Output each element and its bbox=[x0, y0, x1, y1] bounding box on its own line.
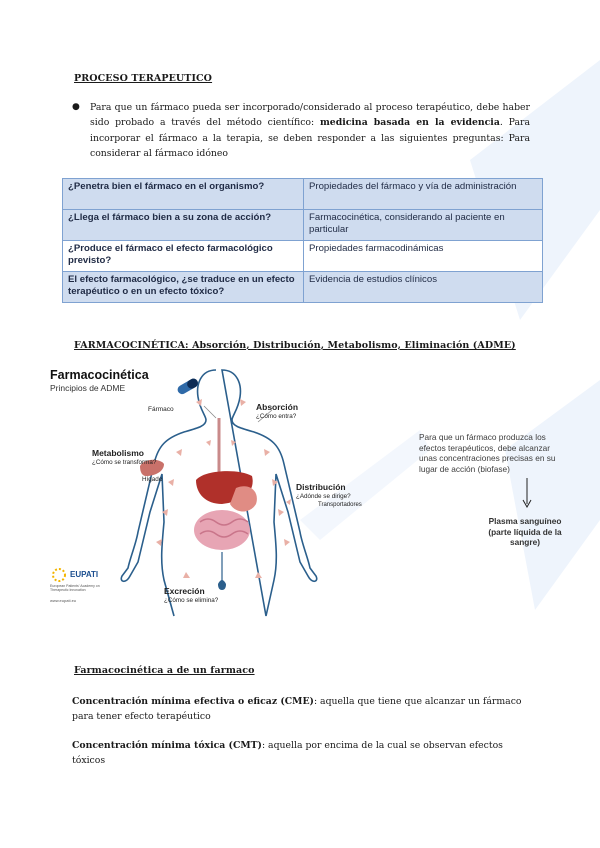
eupati-logo-sub: European Patients' Academy on Therapeutic Innovation bbox=[50, 584, 100, 592]
table-cell-answer: Propiedades del fármaco y vía de administración bbox=[304, 179, 543, 210]
section-title-farmacocinetica: FARMACOCINÉTICA: Absorción, Distribución, Metabolismo, Eliminación (ADME) bbox=[74, 340, 516, 351]
table-cell-answer: Propiedades farmacodinámicas bbox=[304, 241, 543, 272]
intro-bullet bbox=[72, 100, 531, 162]
table-cell-question: ¿Penetra bien el fármaco en el organismo? bbox=[63, 179, 304, 210]
bullet-text-bold: medicina basada en la evidencia bbox=[319, 117, 500, 129]
figure-subtitle: Principios de ADME bbox=[50, 383, 126, 393]
body-illustration bbox=[46, 362, 426, 617]
figure-title: Farmacocinética bbox=[50, 368, 149, 382]
table-row bbox=[63, 210, 543, 241]
label-transportadores: Transportadores bbox=[318, 502, 362, 508]
plasma-note: Plasma sanguíneo (parte líquida de la sangre) bbox=[488, 516, 562, 547]
label-higado: Hígado bbox=[142, 476, 163, 483]
cmt-term: Concentración mínima tóxica (CMT) bbox=[72, 740, 262, 751]
table-row bbox=[63, 241, 543, 272]
questions-table bbox=[62, 178, 543, 303]
section-title-farmacocinetica-farmaco: Farmacocinética a de un farmaco bbox=[74, 665, 255, 676]
biofase-note: Para que un fármaco produzca los efectos terapéuticos, debe alcanzar unas concentraciones precisas en su lugar de acción (biofase) bbox=[419, 432, 556, 474]
label-farmaco: Fármaco bbox=[148, 406, 174, 413]
bullet-icon: ● bbox=[72, 102, 80, 112]
label-absorcion-q: ¿Cómo entra? bbox=[256, 413, 297, 420]
table-cell-question: El efecto farmacológico, ¿se traduce en un efecto terapéutico o en un efecto tóxico? bbox=[63, 272, 304, 303]
cmt-paragraph bbox=[72, 738, 532, 768]
label-distribucion-q: ¿Adónde se dirige? bbox=[296, 493, 351, 500]
table-row bbox=[63, 179, 543, 210]
eupati-logo-url: www.eupati.eu bbox=[50, 598, 77, 603]
label-excrecion: Excreción bbox=[164, 586, 205, 596]
eupati-logo-icon bbox=[50, 568, 68, 582]
table-cell-question: ¿Produce el fármaco el efecto farmacológico previsto? bbox=[63, 241, 304, 272]
label-metabolismo: Metabolismo bbox=[92, 448, 144, 458]
label-distribucion: Distribución bbox=[296, 482, 346, 492]
label-excrecion-q: ¿Cómo se elimina? bbox=[164, 597, 219, 604]
bullet-text-part2: . Para incorporar el fármaco a la terapia, se deben responder a las siguientes preguntas: Para considerar al fármaco idóneo bbox=[90, 117, 531, 160]
cme-definition: : aquella que tiene que alcanzar un fármaco para tener efecto terapéutico bbox=[72, 696, 522, 722]
cme-paragraph bbox=[72, 694, 532, 724]
eupati-logo-text: EUPATI bbox=[70, 570, 99, 579]
section-title-proceso: PROCESO TERAPEUTICO bbox=[74, 73, 213, 84]
label-absorcion: Absorción bbox=[256, 402, 299, 412]
table-row bbox=[63, 272, 543, 303]
label-metabolismo-q: ¿Cómo se transforma? bbox=[92, 459, 157, 466]
table-cell-question: ¿Llega el fármaco bien a su zona de acción? bbox=[63, 210, 304, 241]
table-cell-answer: Evidencia de estudios clínicos bbox=[304, 272, 543, 303]
table-cell-answer: Farmacocinética, considerando al paciente en particular bbox=[304, 210, 543, 241]
adme-figure bbox=[46, 362, 426, 617]
cme-term: Concentración mínima efectiva o eficaz (CME) bbox=[72, 696, 314, 707]
cmt-definition: : aquella por encima de la cual se observan efectos tóxicos bbox=[72, 740, 503, 766]
arrow-down-icon bbox=[522, 478, 532, 508]
bullet-text-part1: Para que un fármaco pueda ser incorporado/considerado al proceso terapéutico, debe haber sido probado a través del método científico: bbox=[90, 102, 530, 129]
